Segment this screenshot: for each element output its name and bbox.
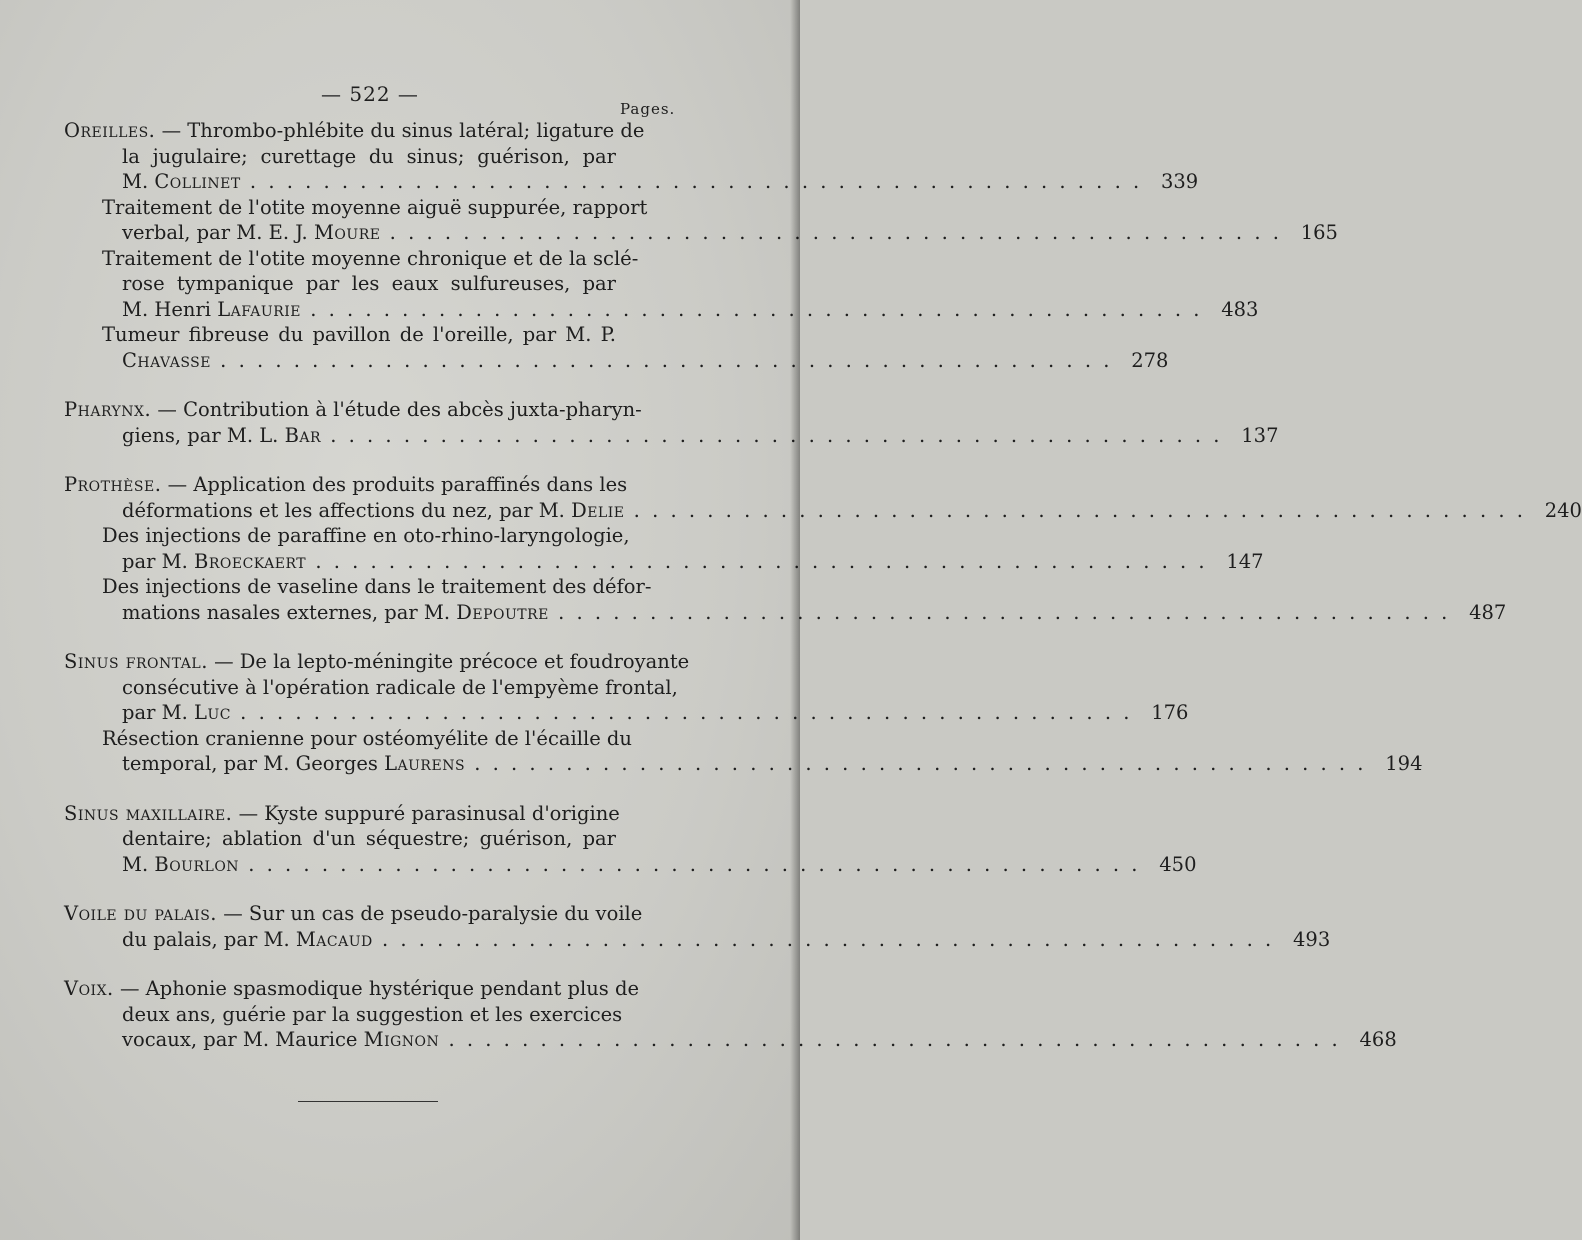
entry-prefix: par M.: [122, 701, 194, 724]
entry-last-line: [64, 751, 1423, 777]
section-heading: Sinus frontal.: [64, 650, 208, 673]
entry-author: Chavasse: [122, 348, 211, 372]
entry-page-number: 137: [1241, 423, 1279, 447]
entry-page-number: 240: [1544, 498, 1582, 522]
entry-page-number: 278: [1131, 348, 1169, 372]
entry-text: [102, 246, 638, 272]
entry-text: [122, 348, 1112, 374]
index-section: [64, 397, 1279, 448]
entry-text-segment: la jugulaire; curettage du sinus; guérison, par: [122, 144, 616, 168]
entry-text-segment: Tumeur fibreuse du pavillon de l'oreille, par M. P.: [102, 323, 616, 346]
entry-text: [64, 397, 642, 423]
entry-author: Collinet: [154, 170, 241, 193]
entry-author: Macaud: [295, 927, 373, 951]
entry-text-segment: deux ans, guérie par la suggestion et les exercices: [122, 1002, 623, 1026]
entry-text: [64, 649, 689, 675]
entry-text: [102, 322, 616, 348]
entry-prefix: déformations et les affections du nez, par M.: [122, 498, 572, 522]
entry-text-segment: — Aphonie spasmodique hystérique pendant plus de: [119, 977, 640, 1000]
section-heading: Voix.: [64, 977, 114, 1000]
entry-text-segment: — Sur un cas de pseudo-paralysie du voile: [223, 902, 643, 925]
entry-text: [122, 169, 1142, 195]
entry-text: [122, 826, 616, 852]
entry-page-number: 147: [1226, 549, 1264, 573]
entry-line: [64, 271, 672, 297]
entry-line: [64, 144, 672, 170]
index-section: [64, 118, 1338, 373]
entry-text: [64, 901, 642, 927]
entry-last-line: [64, 297, 1259, 323]
entry-last-line: [64, 220, 1338, 246]
entry-text: [64, 118, 644, 144]
entry-page-number: 194: [1385, 752, 1423, 775]
entry-text-segment: consécutive à l'opération radicale de l'empyème frontal,: [122, 675, 678, 699]
entry-text: [64, 976, 639, 1002]
entry-text-segment: Résection cranienne pour ostéomyélite de l'écaille du: [102, 726, 632, 750]
index-section: [64, 472, 1582, 625]
entry-author: Lafaurie: [217, 297, 301, 321]
entry-text-segment: Des injections de vaseline dans le traitement des défor-: [102, 575, 652, 598]
entry-page-number: 165: [1300, 221, 1338, 244]
entry-text-segment: — Kyste suppuré parasinusal d'origine: [238, 801, 620, 825]
index-entries: [64, 118, 1582, 1077]
entry-prefix: M.: [122, 852, 155, 876]
entry-line: [64, 675, 678, 701]
entry-prefix: verbal, par M. E. J.: [122, 221, 314, 244]
entry-text-segment: Des injections de paraffine en oto-rhino-laryngologie,: [102, 524, 630, 547]
entry-text: [102, 195, 647, 221]
entry-page-number: 339: [1160, 170, 1199, 193]
entry-author: Bourlon: [154, 852, 240, 876]
index-section: [64, 801, 1197, 878]
entry-line: [64, 649, 690, 675]
entry-text: [122, 271, 616, 297]
entry-text: [64, 801, 620, 827]
entry-prefix: giens, par M. L.: [122, 423, 285, 447]
entry-author: Delie: [571, 498, 625, 522]
entry-text: [122, 1027, 1341, 1053]
entry-prefix: vocaux, par M. Maurice: [122, 1028, 364, 1051]
entry-page-number: 487: [1469, 600, 1507, 624]
entry-line: [64, 901, 672, 927]
entry-line: [64, 826, 672, 852]
entry-line: [64, 118, 672, 144]
index-section: [64, 901, 1331, 952]
entry-text: [102, 574, 651, 600]
entry-text-segment: — De la lepto-méningite précoce et foudroyante: [214, 650, 690, 673]
entry-author: Luc: [194, 701, 231, 724]
entry-line: [64, 1002, 672, 1028]
section-heading: Oreilles.: [64, 119, 156, 142]
entry-last-line: [64, 169, 1199, 195]
entry-page-number: 493: [1293, 927, 1331, 951]
entry-prefix: du palais, par M.: [122, 927, 296, 951]
entry-text: [122, 423, 1223, 449]
entry-prefix: M.: [122, 170, 155, 193]
entry-text-segment: — Contribution à l'étude des abcès juxta-pharyn-: [157, 398, 642, 421]
entry-author: Depoutre: [456, 600, 549, 624]
entry-text-segment: — Application des produits paraffinés dans les: [167, 473, 628, 496]
entry-last-line: [64, 549, 1264, 575]
entry-text: [102, 726, 632, 752]
entry-page-number: 468: [1359, 1028, 1397, 1051]
entry-last-line: [64, 852, 1197, 878]
entry-text-segment: Traitement de l'otite moyenne chronique et de la sclé-: [102, 246, 639, 270]
entry-author: Mignon: [363, 1028, 440, 1051]
end-rule: [298, 1101, 438, 1102]
entry-text: [122, 751, 1367, 777]
section-heading: Voile du palais.: [64, 902, 217, 925]
entry-last-line: [64, 423, 1279, 449]
entry-text: [102, 523, 630, 549]
entry-line: [64, 726, 672, 752]
entry-author: Moure: [313, 221, 381, 244]
entry-text: [122, 144, 616, 170]
entry-last-line: [64, 1027, 1397, 1053]
entry-page-number: 176: [1151, 701, 1189, 724]
entry-text-segment: dentaire; ablation d'un séquestre; guérison, par: [122, 827, 616, 850]
entry-line: [64, 322, 672, 348]
entry-prefix: M. Henri: [122, 297, 218, 321]
entry-last-line: [64, 498, 1582, 524]
index-section: [64, 976, 1397, 1053]
index-section: [64, 649, 1423, 777]
section-heading: Pharynx.: [64, 398, 152, 421]
entry-text: [122, 852, 1141, 878]
entry-last-line: [64, 700, 1189, 726]
entry-line: [64, 574, 672, 600]
section-heading: Sinus maxillaire.: [64, 801, 233, 825]
entry-text: [64, 472, 627, 498]
section-heading: Prothèse.: [64, 473, 162, 496]
entry-last-line: [64, 348, 1169, 374]
entry-text: [122, 498, 1526, 524]
entry-line: [64, 195, 672, 221]
entry-line: [64, 976, 672, 1002]
entry-text: [122, 1002, 622, 1028]
entry-line: [64, 397, 672, 423]
entry-prefix: mations nasales externes, par M.: [122, 600, 457, 624]
entry-prefix: par M.: [122, 549, 194, 573]
entry-text: [122, 297, 1202, 323]
entry-last-line: [64, 600, 1507, 626]
entry-text-segment: — Thrombo-phlébite du sinus latéral; ligature de: [161, 119, 645, 142]
page-number: — 522 —: [321, 82, 419, 106]
entry-author: Laurens: [384, 752, 466, 775]
entry-line: [64, 246, 672, 272]
entry-text-segment: Traitement de l'otite moyenne aiguë suppurée, rapport: [102, 195, 648, 219]
entry-author: Bar: [284, 423, 322, 447]
entry-line: [64, 472, 672, 498]
entry-text: [122, 700, 1132, 726]
entry-text: [122, 220, 1282, 246]
entry-text: [122, 600, 1450, 626]
entry-text: [122, 675, 678, 701]
pages-column-label: Pages.: [620, 100, 676, 118]
entry-prefix: temporal, par M. Georges: [122, 752, 385, 775]
entry-line: [64, 523, 672, 549]
entry-line: [64, 801, 672, 827]
entry-text-segment: rose tympanique par les eaux sulfureuses, par: [122, 272, 616, 295]
entry-author: Broeckaert: [194, 549, 307, 573]
entry-page-number: 483: [1221, 297, 1259, 321]
entry-page-number: 450: [1159, 852, 1197, 876]
entry-text: [122, 927, 1274, 953]
entry-text: [122, 549, 1208, 575]
entry-last-line: [64, 927, 1331, 953]
